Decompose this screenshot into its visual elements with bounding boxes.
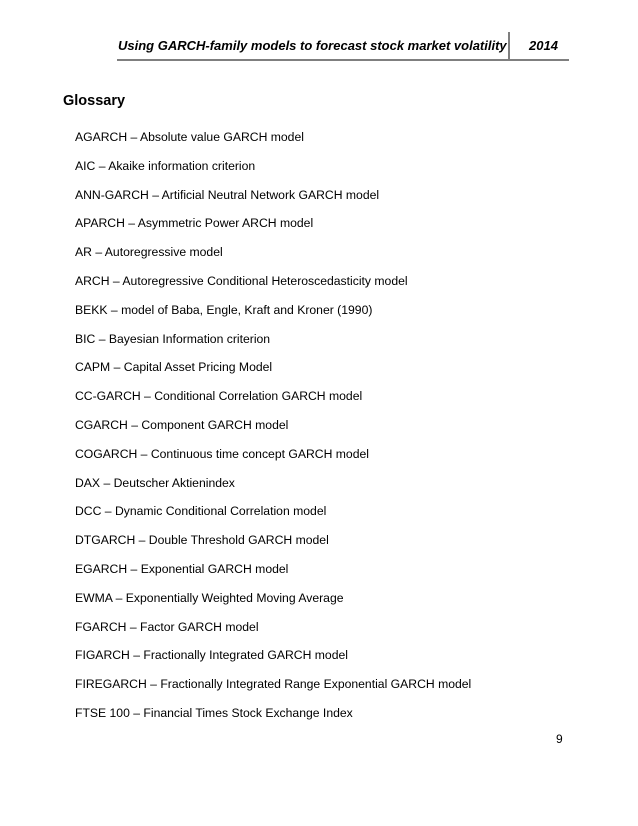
glossary-item: EWMA – Exponentially Weighted Moving Average <box>75 590 344 605</box>
glossary-item: DTGARCH – Double Threshold GARCH model <box>75 533 329 548</box>
glossary-item: BEKK – model of Baba, Engle, Kraft and Kroner (1990) <box>75 302 373 317</box>
glossary-item: FTSE 100 – Financial Times Stock Exchange Index <box>75 705 353 720</box>
page-number: 9 <box>556 732 563 746</box>
glossary-item: FGARCH – Factor GARCH model <box>75 619 259 634</box>
glossary-item: FIREGARCH – Fractionally Integrated Range Exponential GARCH model <box>75 677 472 692</box>
glossary-item: DCC – Dynamic Conditional Correlation model <box>75 504 327 519</box>
glossary-item: CGARCH – Component GARCH model <box>75 417 289 432</box>
glossary-item: ARCH – Autoregressive Conditional Heteroscedasticity model <box>75 273 408 288</box>
header-separator <box>508 32 510 60</box>
header-rule <box>117 59 569 61</box>
document-year: 2014 <box>529 38 558 53</box>
glossary-item: FIGARCH – Fractionally Integrated GARCH model <box>75 648 348 663</box>
glossary-heading: Glossary <box>63 93 126 109</box>
document-title: Using GARCH-family models to forecast stock market volatility <box>118 38 507 53</box>
glossary-item: CC-GARCH – Conditional Correlation GARCH model <box>75 389 363 404</box>
glossary-item: EGARCH – Exponential GARCH model <box>75 561 289 576</box>
glossary-item: AR – Autoregressive model <box>75 245 223 260</box>
glossary-item: CAPM – Capital Asset Pricing Model <box>75 360 273 375</box>
glossary-item: ANN-GARCH – Artificial Neutral Network GARCH model <box>75 187 380 202</box>
glossary-item: DAX – Deutscher Aktienindex <box>75 475 235 490</box>
glossary-item: AGARCH – Absolute value GARCH model <box>75 130 304 144</box>
glossary-item: APARCH – Asymmetric Power ARCH model <box>75 216 314 231</box>
glossary-item: COGARCH – Continuous time concept GARCH model <box>75 446 369 461</box>
glossary-list <box>75 127 471 732</box>
glossary-item: AIC – Akaike information criterion <box>75 158 256 173</box>
glossary-item: BIC – Bayesian Information criterion <box>75 331 271 346</box>
